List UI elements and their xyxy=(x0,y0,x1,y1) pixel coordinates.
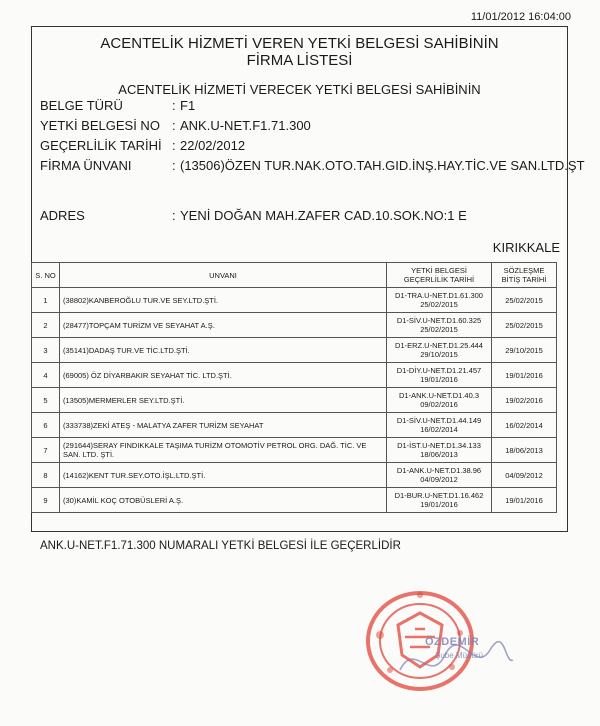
row-no: 1 xyxy=(32,288,60,313)
table-row xyxy=(32,488,557,513)
row-end-date: 25/02/2015 xyxy=(492,288,557,313)
row-end-date: 19/01/2016 xyxy=(492,488,557,513)
row-name: (14162)KENT TUR.SEY.OTO.İŞL.LTD.ŞTİ. xyxy=(60,463,387,488)
row-no: 2 xyxy=(32,313,60,338)
row-cert xyxy=(387,288,492,313)
field-value: (13506)ÖZEN TUR.NAK.OTO.TAH.GID.İNŞ.HAY.TİC.VE SAN.LTD.ŞT xyxy=(180,158,585,173)
table-row xyxy=(32,313,557,338)
row-cert xyxy=(387,338,492,363)
row-cert-date: 19/01/2016 xyxy=(420,500,458,509)
table-row xyxy=(32,338,557,363)
row-name: (13505)MERMERLER SEY.LTD.ŞTİ. xyxy=(60,388,387,413)
row-cert xyxy=(387,438,492,463)
print-timestamp: 11/01/2012 16:04:00 xyxy=(470,11,571,23)
row-end-date: 19/02/2016 xyxy=(492,388,557,413)
header-cert: YETKİ BELGESİ GEÇERLİLİK TARİHİ xyxy=(387,263,492,288)
field-label: ADRES xyxy=(40,208,85,223)
firm-table xyxy=(31,262,557,513)
row-cert-date: 29/10/2015 xyxy=(420,350,458,359)
city: KIRIKKALE xyxy=(492,240,560,255)
row-no: 9 xyxy=(32,488,60,513)
header-unvani: UNVANI xyxy=(60,263,387,288)
title-line-1: ACENTELİK HİZMETİ VEREN YETKİ BELGESİ SAHİBİNİN xyxy=(100,35,499,52)
row-end-date: 29/10/2015 xyxy=(492,338,557,363)
row-name: (291644)SERAY FINDIKKALE TAŞIMA TURİZM OTOMOTİV PETROL ORG. DAĞ. TİC. VE SAN. LTD. ŞTİ. xyxy=(60,438,387,463)
row-cert xyxy=(387,463,492,488)
row-cert-date: 18/06/2013 xyxy=(420,450,458,459)
table-header-row xyxy=(32,263,557,288)
field-colon: : xyxy=(172,138,176,153)
field-colon: : xyxy=(172,118,176,133)
validity-footer: ANK.U-NET.F1.71.300 NUMARALI YETKİ BELGESİ İLE GEÇERLİDİR xyxy=(40,540,401,552)
row-cert-code: D1-ERZ.U-NET.D1.25.444 xyxy=(395,341,483,350)
row-end-date: 16/02/2014 xyxy=(492,413,557,438)
stamp-title: Şube Müdürü xyxy=(435,651,484,660)
row-cert-code: D1-SİV.U-NET.D1.44.149 xyxy=(396,416,482,425)
field-value: YENİ DOĞAN MAH.ZAFER CAD.10.SOK.NO:1 E xyxy=(180,208,467,223)
row-end-date: 19/01/2016 xyxy=(492,363,557,388)
row-end-date: 18/06/2013 xyxy=(492,438,557,463)
row-cert-date: 16/02/2014 xyxy=(420,425,458,434)
row-name: (35141)DADAŞ TUR.VE TİC.LTD.ŞTİ. xyxy=(60,338,387,363)
table-row xyxy=(32,413,557,438)
row-name: (30)KAMİL KOÇ OTOBÜSLERİ A.Ş. xyxy=(60,488,387,513)
row-no: 5 xyxy=(32,388,60,413)
row-no: 7 xyxy=(32,438,60,463)
row-cert-date: 25/02/2015 xyxy=(420,300,458,309)
row-cert-code: D1-ANK.U-NET.D1.38.96 xyxy=(396,466,482,475)
row-cert-date: 19/01/2016 xyxy=(420,375,458,384)
row-cert xyxy=(387,363,492,388)
row-cert xyxy=(387,488,492,513)
header-end-date: SÖZLEŞME BİTİŞ TARİHİ xyxy=(492,263,557,288)
row-cert-code: D1-BUR.U-NET.D1.16.462 xyxy=(394,491,484,500)
row-cert xyxy=(387,313,492,338)
row-no: 8 xyxy=(32,463,60,488)
row-name: (333738)ZEKİ ATEŞ - MALATYA ZAFER TURİZM SEYAHAT xyxy=(60,413,387,438)
row-end-date: 04/09/2012 xyxy=(492,463,557,488)
row-no: 6 xyxy=(32,413,60,438)
field-colon: : xyxy=(172,98,176,113)
stamp-name: ÖZDEMİR xyxy=(425,636,480,648)
row-cert-code: D1-İST.U-NET.D1.34.133 xyxy=(397,441,481,450)
field-value: F1 xyxy=(180,98,196,113)
row-cert-code: D1-SİV.U-NET.D1.60.325 xyxy=(396,316,482,325)
title-line-2: FİRMA LİSTESİ xyxy=(246,52,353,69)
table-row xyxy=(32,463,557,488)
row-name: (38802)KANBEROĞLU TUR.VE SEY.LTD.ŞTİ. xyxy=(60,288,387,313)
row-cert-code: D1-DİY.U-NET.D1.21.457 xyxy=(396,366,482,375)
field-label: GEÇERLİLİK TARİHİ xyxy=(40,138,162,153)
field-colon: : xyxy=(172,158,176,173)
field-label: BELGE TÜRÜ xyxy=(40,98,123,113)
header-sno: S. NO xyxy=(32,263,60,288)
field-value: 22/02/2012 xyxy=(180,138,246,153)
row-cert-date: 04/09/2012 xyxy=(420,475,458,484)
row-cert-code: D1-TRA.U-NET.D1.61.300 xyxy=(395,291,483,300)
row-cert xyxy=(387,388,492,413)
table-row xyxy=(32,388,557,413)
row-no: 3 xyxy=(32,338,60,363)
row-name: (69005) ÖZ DİYARBAKIR SEYAHAT TİC. LTD.ŞTİ. xyxy=(60,363,387,388)
table-row xyxy=(32,438,557,463)
table-row xyxy=(32,288,557,313)
row-cert xyxy=(387,413,492,438)
row-cert-code: D1-ANK.U-NET.D1.40.3 xyxy=(398,391,480,400)
subtitle: ACENTELİK HİZMETİ VERECEK YETKİ BELGESİ SAHİBİNİN xyxy=(118,82,481,97)
row-end-date: 25/02/2015 xyxy=(492,313,557,338)
table-row xyxy=(32,363,557,388)
field-label: FİRMA ÜNVANI xyxy=(40,158,132,173)
row-cert-date: 25/02/2015 xyxy=(420,325,458,334)
row-cert-date: 09/02/2016 xyxy=(420,400,458,409)
field-colon: : xyxy=(172,208,176,223)
field-label: YETKİ BELGESİ NO xyxy=(40,118,160,133)
row-name: (28477)TOPÇAM TURİZM VE SEYAHAT A.Ş. xyxy=(60,313,387,338)
row-no: 4 xyxy=(32,363,60,388)
field-value: ANK.U-NET.F1.71.300 xyxy=(180,118,311,133)
